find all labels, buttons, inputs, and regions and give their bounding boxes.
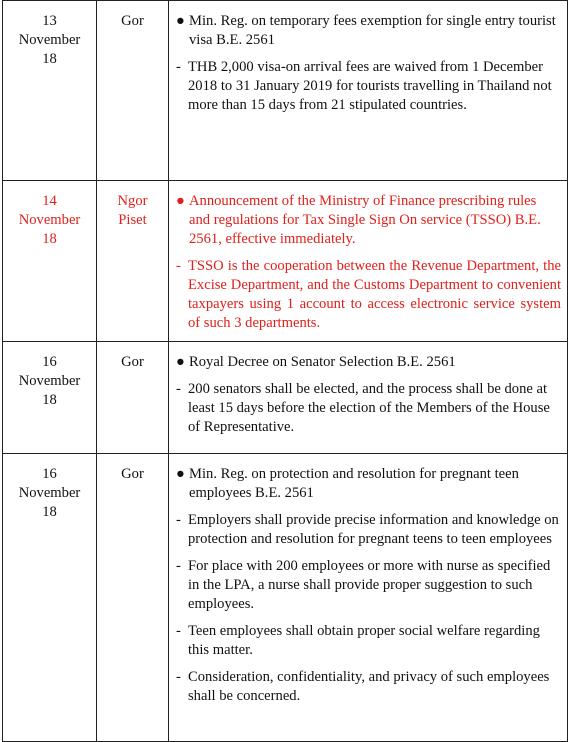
bullet-icon: ● [176, 466, 185, 482]
bullet-icon: ● [176, 193, 185, 209]
dash-icon: - [176, 623, 181, 639]
regulation-title: ● Min. Reg. on temporary fees exemption for single entry tourist visa B.E. 2561 [176, 13, 556, 48]
date-year: 18 [42, 231, 57, 247]
content-cell [169, 1, 568, 181]
author-name: Gor [121, 466, 144, 482]
table-row [3, 342, 568, 454]
date-month: November [18, 32, 81, 48]
regulation-detail: - Teen employees shall obtain proper social welfare regarding this matter. [176, 623, 540, 658]
author-name: Gor [121, 13, 144, 29]
content-cell [169, 454, 568, 742]
date-cell [3, 454, 97, 742]
date-year: 18 [42, 51, 57, 67]
dash-icon: - [176, 258, 181, 274]
regulation-title: ● Min. Reg. on protection and resolution for pregnant teen employees B.E. 2561 [176, 466, 519, 501]
regulation-title: ● Announcement of the Ministry of Finance prescribing rules and regulations for Tax Single Sign On service (TSSO) B.E. 2561, effective immediately. [176, 193, 541, 247]
dash-icon: - [176, 59, 181, 75]
date-year: 18 [42, 504, 57, 520]
date-day: 16 [42, 354, 57, 370]
date-cell [3, 342, 97, 454]
dash-icon: - [176, 512, 181, 528]
date-day: 14 [42, 193, 57, 209]
author-cell [97, 181, 169, 342]
table-row [3, 1, 568, 181]
regulations-table [2, 0, 568, 742]
author-name-first: Ngor [117, 193, 148, 209]
regulation-detail: - TSSO is the cooperation between the Revenue Department, the Excise Department, and the Customs Department to convenient taxpayers using 1 account to access electronic service system of such 3 departments. [176, 258, 561, 331]
dash-icon: - [176, 381, 181, 397]
author-cell [97, 1, 169, 181]
regulation-detail: - Consideration, confidentiality, and privacy of such employees shall be concerned. [176, 669, 550, 704]
table-row [3, 181, 568, 342]
date-month: November [18, 373, 81, 389]
date-day: 13 [42, 13, 57, 29]
date-month: November [18, 212, 81, 228]
date-month: November [18, 485, 81, 501]
content-cell [169, 181, 568, 342]
bullet-icon: ● [176, 354, 185, 370]
author-name-last: Piset [118, 212, 147, 228]
regulation-detail: - THB 2,000 visa-on arrival fees are waived from 1 December 2018 to 31 January 2019 for tourists travelling in Thailand not more than 15 days from 21 stipulated countries. [176, 59, 552, 113]
author-cell [97, 342, 169, 454]
regulation-detail: - 200 senators shall be elected, and the process shall be done at least 15 days before the election of the Members of the House of Representative. [176, 381, 550, 435]
author-cell [97, 454, 169, 742]
author-name: Gor [121, 354, 144, 370]
date-day: 16 [42, 466, 57, 482]
regulation-detail: - Employers shall provide precise information and knowledge on protection and resolution for pregnant teens to teen employees [176, 512, 559, 547]
date-cell [3, 181, 97, 342]
bullet-icon: ● [176, 13, 185, 29]
content-cell [169, 342, 568, 454]
regulation-detail: - For place with 200 employees or more with nurse as specified in the LPA, a nurse shall provide proper suggestion to such employees. [176, 558, 551, 612]
table-row [3, 454, 568, 742]
date-cell [3, 1, 97, 181]
date-year: 18 [42, 392, 57, 408]
dash-icon: - [176, 558, 181, 574]
regulation-title: ● Royal Decree on Senator Selection B.E. 2561 [176, 354, 456, 370]
dash-icon: - [176, 669, 181, 685]
